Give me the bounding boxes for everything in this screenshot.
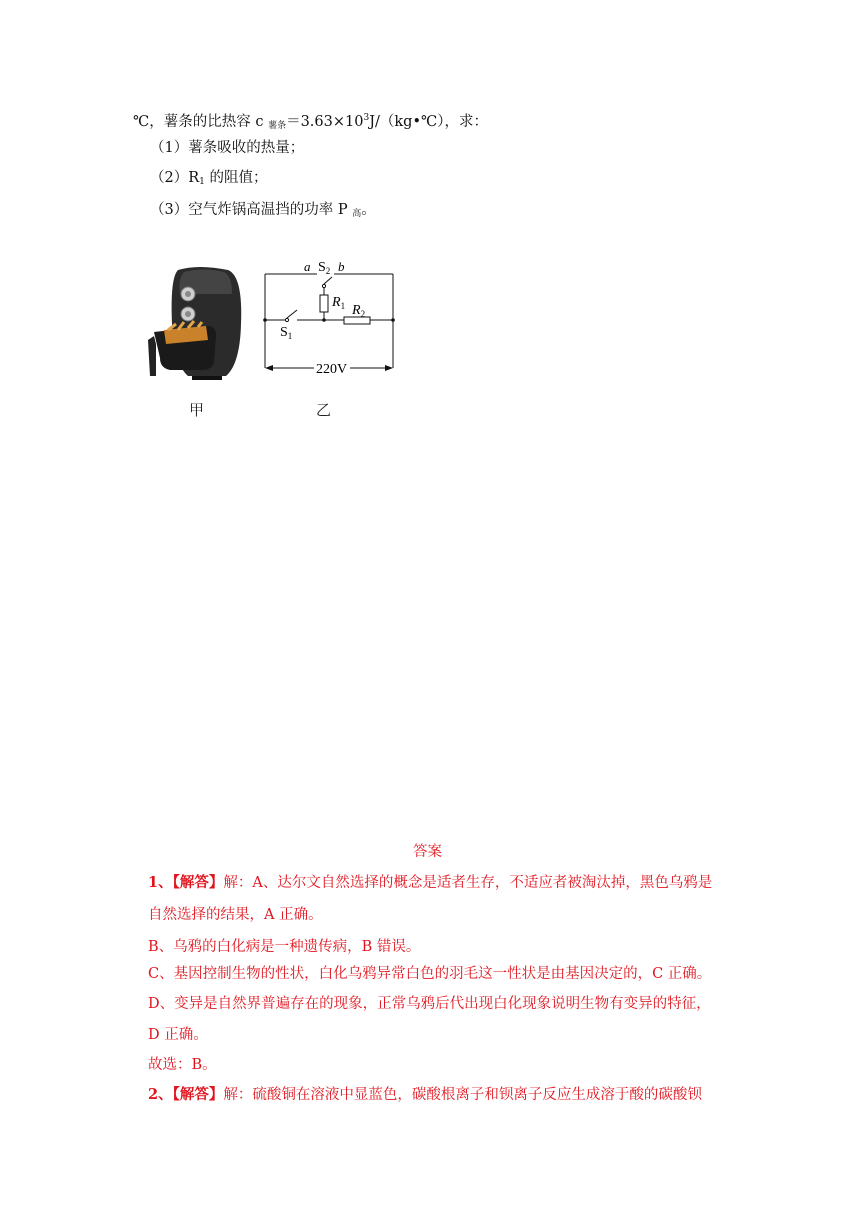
question-part-1: （1）薯条吸收的热量；: [150, 140, 305, 156]
answer-2-line-1: 2、【解答】解：硫酸铜在溶液中显蓝色，碳酸根离子和钡离子反应生成溶于酸的碳酸钡: [148, 1086, 702, 1103]
label-a: a: [304, 259, 311, 274]
question-part-3: （3）空气炸锅高温挡的功率 P $_高$。: [150, 202, 376, 219]
figure-caption-right: 乙: [316, 401, 332, 419]
figure-caption-left: 甲: [189, 401, 205, 419]
circuit-diagram: [256, 258, 406, 378]
label-r1: $R_1$: [332, 295, 346, 311]
answer-1-line-6: D 正确。: [148, 1027, 208, 1043]
label-voltage: 220V: [316, 362, 348, 377]
answer-1-line-1: 1、【解答】解：A、达尔文自然选择的概念是适者生存，不适应者被淘汰掉，黑色乌鸦是: [148, 874, 713, 891]
label-s1: $S_1$: [280, 325, 293, 341]
answer-1-line-2: 自然选择的结果，A 正确。: [148, 907, 323, 923]
answer-1-line-3: B、乌鸦的白化病是一种遗传病，B 错误。: [148, 939, 421, 955]
question-part-2: $(2)R_1$ 的阻值；: [150, 170, 268, 187]
answer-1-line-5: D、变异是自然界普遍存在的现象，正常乌鸦后代出现白化现象说明生物有变异的特征，: [148, 996, 711, 1012]
air-fryer-image: [148, 264, 248, 394]
label-s2: $S_2$: [318, 260, 331, 276]
answer-1-line-7: 故选：B。: [148, 1057, 217, 1073]
answers-heading: 答案: [413, 844, 442, 860]
label-b: b: [338, 259, 345, 274]
answer-1-line-4: C、基因控制生物的性状，白化乌鸦异常白色的羽毛这一性状是由基因决定的，C 正确。: [148, 966, 712, 982]
question-intro: ℃，薯条的比热容 c $_{薯条}=3.63\times 10^3J/(kg•℃)$，求：: [133, 113, 488, 131]
label-r2: $R_2$: [352, 303, 366, 319]
